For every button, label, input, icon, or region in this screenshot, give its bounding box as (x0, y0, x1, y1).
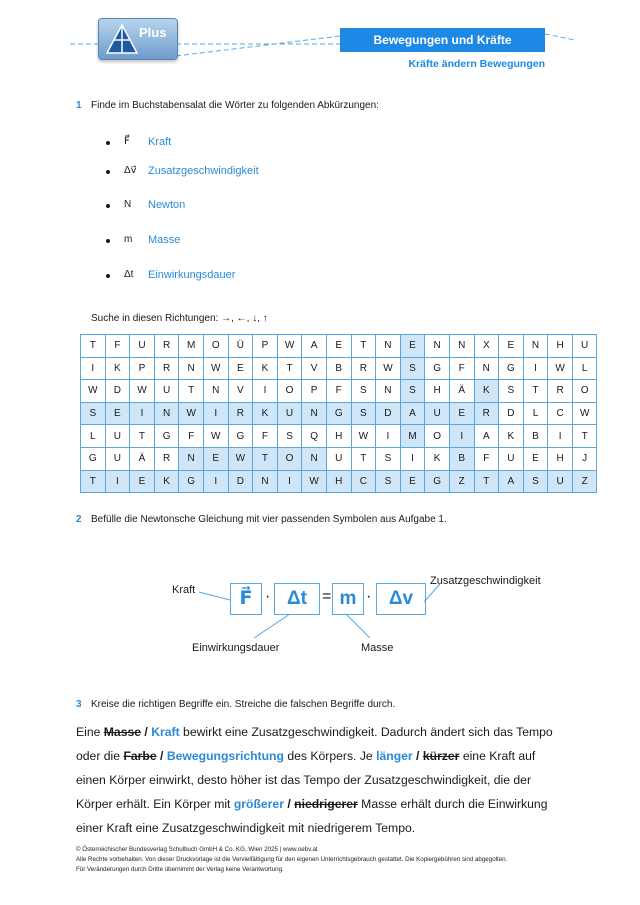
grid-cell: Z (572, 470, 597, 493)
grid-cell: O (203, 335, 228, 358)
grid-cell: N (449, 335, 474, 358)
grid-cell: U (130, 335, 155, 358)
text: eine Kraft auf einen Körper einwirkt, desto höher ist das Tempo der Zusatzgeschwindigkeit, die der Körper erhält. Ein Körper mit (76, 749, 536, 811)
grid-cell: W (179, 402, 204, 425)
task-3-paragraph (76, 720, 566, 840)
grid-row (81, 380, 597, 403)
task-3-number: 3 (76, 699, 82, 710)
grid-cell: C (351, 470, 376, 493)
grid-cell: F (253, 425, 278, 448)
grid-cell: R (154, 447, 179, 470)
grid-cell: C (548, 402, 573, 425)
equation-operator: = (322, 588, 332, 605)
equation-operator: · (366, 588, 372, 605)
grid-cell: R (474, 402, 499, 425)
grid-cell: F (474, 447, 499, 470)
grid-cell: T (351, 447, 376, 470)
separator: / (412, 749, 423, 763)
footer-disclaimer: Für Veränderungen durch Dritte übernimmt der Verlag keine Verantwortung. (76, 866, 284, 873)
grid-cell: I (400, 447, 425, 470)
equation-box-time: Δt (274, 583, 320, 615)
grid-cell: P (253, 335, 278, 358)
equation-connectors (0, 560, 640, 660)
grid-cell: T (474, 470, 499, 493)
grid-cell: J (572, 447, 597, 470)
grid-cell: V (228, 380, 253, 403)
grid-cell: B (523, 425, 548, 448)
grid-cell: U (499, 447, 524, 470)
grid-cell: O (277, 447, 302, 470)
grid-cell: T (277, 357, 302, 380)
grid-cell: G (425, 357, 450, 380)
grid-cell: M (400, 425, 425, 448)
grid-cell: N (179, 447, 204, 470)
correct-term: länger (376, 749, 413, 763)
grid-cell: Q (302, 425, 327, 448)
grid-cell: P (130, 357, 155, 380)
grid-cell: S (277, 425, 302, 448)
symbol: Δt (124, 269, 134, 280)
grid-cell: K (105, 357, 130, 380)
grid-cell: I (203, 470, 228, 493)
grid-cell: N (253, 470, 278, 493)
grid-cell: E (523, 447, 548, 470)
task-1-instruction: Finde im Buchstabensalat die Wörter zu folgenden Abkürzungen: (91, 100, 379, 111)
grid-cell: N (376, 380, 401, 403)
directions-label: Suche in diesen Richtungen: →, ←, ↓, ↑ (91, 313, 268, 324)
grid-cell: S (376, 447, 401, 470)
separator: / (283, 797, 295, 811)
footer (76, 845, 596, 875)
chapter-title: Bewegungen und Kräfte (340, 28, 545, 52)
grid-cell: F (449, 357, 474, 380)
separator: / (156, 749, 167, 763)
word: Zusatzgeschwindigkeit (148, 165, 259, 177)
grid-cell: K (474, 380, 499, 403)
logo-triangle-icon (105, 23, 139, 55)
correct-term: Bewegungsrichtung (166, 749, 284, 763)
text: Eine (76, 725, 104, 739)
grid-cell: B (449, 447, 474, 470)
symbol: Δv⃗ (124, 165, 137, 176)
grid-cell: I (253, 380, 278, 403)
logo-text: Plus (139, 25, 167, 40)
footer-copyright: © Österreichischer Bundesverlag Schulbuch GmbH & Co. KG, Wien 2025 | www.oebv.at (76, 846, 318, 853)
grid-cell: G (425, 470, 450, 493)
grid-cell: B (326, 357, 351, 380)
grid-cell: A (302, 335, 327, 358)
grid-cell: O (572, 380, 597, 403)
bullet-icon (106, 170, 110, 174)
grid-cell: S (400, 380, 425, 403)
grid-cell: W (228, 447, 253, 470)
grid-cell: G (228, 425, 253, 448)
grid-row (81, 357, 597, 380)
grid-cell: T (351, 335, 376, 358)
grid-cell: N (203, 380, 228, 403)
struck-term: Masse (103, 725, 142, 739)
grid-cell: U (105, 425, 130, 448)
grid-cell: I (81, 357, 106, 380)
grid-cell: D (228, 470, 253, 493)
grid-cell: E (499, 335, 524, 358)
grid-cell: U (154, 380, 179, 403)
grid-cell: D (105, 380, 130, 403)
grid-cell: U (548, 470, 573, 493)
grid-row (81, 425, 597, 448)
grid-cell: Ä (130, 447, 155, 470)
grid-cell: R (548, 380, 573, 403)
grid-cell: A (474, 425, 499, 448)
grid-cell: N (154, 402, 179, 425)
grid-cell: X (474, 335, 499, 358)
task-3-instruction: Kreise die richtigen Begriffe ein. Streiche die falschen Begriffe durch. (91, 699, 396, 710)
grid-cell: E (400, 335, 425, 358)
bullet-icon (106, 274, 110, 278)
grid-cell: A (400, 402, 425, 425)
grid-cell: K (253, 357, 278, 380)
grid-cell: U (105, 447, 130, 470)
grid-cell: W (203, 357, 228, 380)
bullet-icon (106, 239, 110, 243)
grid-cell: E (130, 470, 155, 493)
word: Newton (148, 199, 186, 211)
grid-cell: I (105, 470, 130, 493)
grid-cell: N (474, 357, 499, 380)
label-einwirkungsdauer: Einwirkungsdauer (192, 642, 280, 654)
grid-cell: W (351, 425, 376, 448)
struck-term: kürzer (422, 749, 460, 763)
footer-rights: Alle Rechte vorbehalten. Von dieser Druckvorlage ist die Vervielfältigung für den eigenen Unterrichtsgebrauch gestattet. Die Kopiergebühren sind abgegolten. (76, 856, 508, 863)
correct-term: Kraft (151, 725, 180, 739)
correct-term: größerer (233, 797, 284, 811)
grid-cell: A (499, 470, 524, 493)
grid-cell: W (548, 357, 573, 380)
grid-cell: F (326, 380, 351, 403)
word: Masse (148, 234, 181, 246)
separator: / (141, 725, 152, 739)
grid-cell: K (253, 402, 278, 425)
grid-cell: W (130, 380, 155, 403)
task-2-number: 2 (76, 514, 82, 525)
task-2-instruction: Befülle die Newtonsche Gleichung mit vier passenden Symbolen aus Aufgabe 1. (91, 514, 447, 525)
grid-cell: V (302, 357, 327, 380)
grid-cell: T (81, 335, 106, 358)
grid-cell: T (81, 470, 106, 493)
grid-cell: G (81, 447, 106, 470)
equation-operator: · (265, 588, 271, 605)
grid-cell: U (326, 447, 351, 470)
grid-cell: I (203, 402, 228, 425)
symbol: F⃗ (124, 136, 130, 147)
grid-cell: W (572, 402, 597, 425)
grid-cell: S (376, 470, 401, 493)
grid-cell: E (228, 357, 253, 380)
label-masse: Masse (361, 642, 394, 654)
grid-cell: L (81, 425, 106, 448)
struck-term: Farbe (123, 749, 157, 763)
grid-cell: K (154, 470, 179, 493)
grid-cell: K (425, 447, 450, 470)
grid-cell: E (203, 447, 228, 470)
struck-term: niedrigerer (294, 797, 358, 811)
grid-cell: K (499, 425, 524, 448)
grid-cell: S (499, 380, 524, 403)
equation-box-mass: m (332, 583, 364, 615)
grid-cell: E (326, 335, 351, 358)
equation-box-force: F⃗ (230, 583, 262, 615)
grid-cell: H (548, 447, 573, 470)
section-subtitle: Kräfte ändern Bewegungen (408, 58, 545, 70)
text: Masse erhält durch die Einwirkung einer Kraft eine Zusatzgeschwindigkeit mit niedrigerem Tempo. (76, 797, 548, 835)
grid-cell: I (130, 402, 155, 425)
grid-cell: N (302, 447, 327, 470)
grid-cell: L (572, 357, 597, 380)
grid-cell: G (154, 425, 179, 448)
grid-cell: U (425, 402, 450, 425)
grid-cell: N (302, 402, 327, 425)
grid-cell: O (277, 380, 302, 403)
grid-cell: I (277, 470, 302, 493)
grid-cell: G (179, 470, 204, 493)
grid-cell: Z (449, 470, 474, 493)
grid-cell: E (449, 402, 474, 425)
grid-cell: R (351, 357, 376, 380)
logo (98, 18, 178, 60)
grid-cell: U (277, 402, 302, 425)
grid-cell: N (179, 357, 204, 380)
grid-cell: N (523, 335, 548, 358)
grid-cell: G (499, 357, 524, 380)
grid-cell: H (326, 425, 351, 448)
grid-cell: O (425, 425, 450, 448)
grid-cell: H (326, 470, 351, 493)
grid-cell: I (449, 425, 474, 448)
grid-cell: T (523, 380, 548, 403)
grid-row (81, 402, 597, 425)
grid-cell: H (548, 335, 573, 358)
grid-cell: P (302, 380, 327, 403)
grid-cell: I (548, 425, 573, 448)
grid-row (81, 447, 597, 470)
label-kraft: Kraft (172, 584, 196, 596)
grid-cell: R (154, 357, 179, 380)
grid-cell: T (572, 425, 597, 448)
grid-cell: W (277, 335, 302, 358)
grid-cell: S (400, 357, 425, 380)
grid-cell: S (523, 470, 548, 493)
grid-cell: S (351, 402, 376, 425)
grid-cell: T (253, 447, 278, 470)
text: bewirkt eine Zusatzgeschwindigkeit. Dadurch ändert sich das Tempo oder die (76, 725, 553, 763)
grid-cell: Ü (228, 335, 253, 358)
symbol: N (124, 199, 132, 210)
grid-cell: F (105, 335, 130, 358)
grid-cell: G (326, 402, 351, 425)
grid-cell: N (425, 335, 450, 358)
grid-cell: E (400, 470, 425, 493)
grid-cell: W (376, 357, 401, 380)
grid-cell: I (376, 425, 401, 448)
grid-cell: L (523, 402, 548, 425)
grid-cell: T (130, 425, 155, 448)
grid-cell: W (302, 470, 327, 493)
grid-cell: T (179, 380, 204, 403)
grid-row (81, 470, 597, 493)
text: des Körpers. Je (283, 749, 377, 763)
grid-cell: H (425, 380, 450, 403)
grid-cell: W (81, 380, 106, 403)
grid-cell: N (376, 335, 401, 358)
label-zusatzgeschwindigkeit: Zusatzgeschwindigkeit (430, 575, 541, 587)
grid-cell: D (376, 402, 401, 425)
grid-cell: E (105, 402, 130, 425)
grid-cell: D (499, 402, 524, 425)
grid-cell: F (179, 425, 204, 448)
grid-cell: W (203, 425, 228, 448)
grid-cell: R (228, 402, 253, 425)
grid-cell: Ä (449, 380, 474, 403)
grid-cell: M (179, 335, 204, 358)
grid-cell: R (154, 335, 179, 358)
grid-cell: S (81, 402, 106, 425)
grid-cell: I (523, 357, 548, 380)
task-1-number: 1 (76, 100, 82, 111)
grid-row (81, 335, 597, 358)
equation-box-velocity: Δv (376, 583, 426, 615)
word: Kraft (148, 136, 172, 148)
grid-cell: S (351, 380, 376, 403)
word-search-grid (80, 334, 597, 493)
symbol: m (124, 234, 133, 245)
word: Einwirkungsdauer (148, 269, 236, 281)
grid-cell: U (572, 335, 597, 358)
bullet-icon (106, 204, 110, 208)
bullet-icon (106, 141, 110, 145)
